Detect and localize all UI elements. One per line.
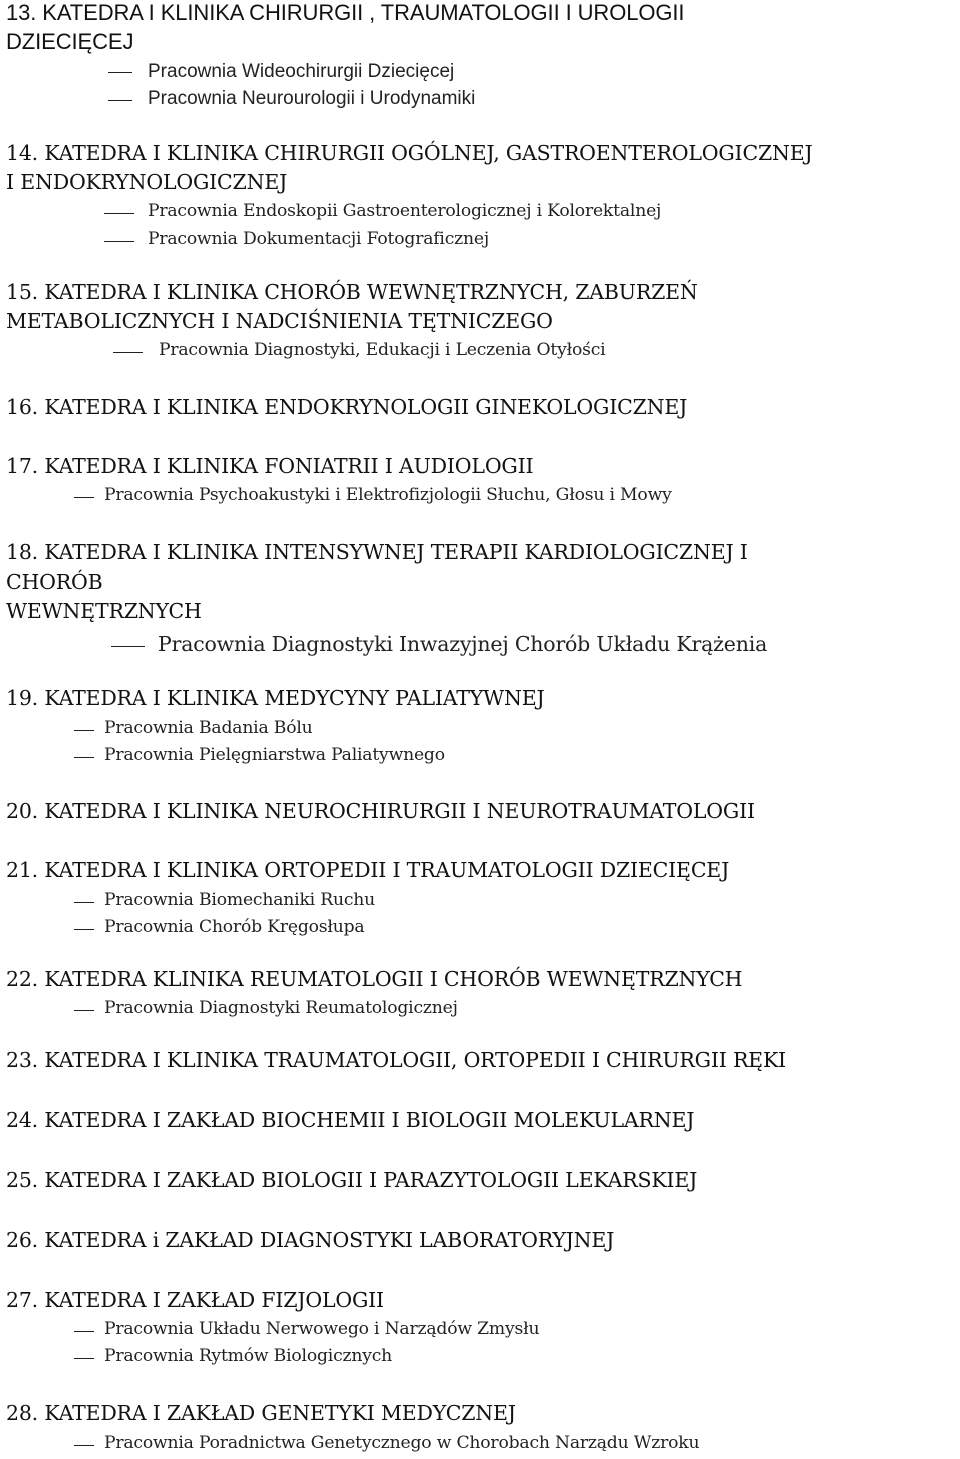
list-item: Pracownia Poradnictwa Genetycznego w Chorobach Narządu Wzroku xyxy=(104,1433,700,1453)
section-heading-18: 18. KATEDRA I KLINIKA INTENSYWNEJ TERAPII KARDIOLOGICZNEJ I xyxy=(6,540,748,564)
section-heading-24: 24. KATEDRA I ZAKŁAD BIOCHEMII I BIOLOGII MOLEKULARNEJ xyxy=(6,1108,695,1132)
list-item: Pracownia Badania Bólu xyxy=(104,718,313,738)
section-heading-26: 26. KATEDRA i ZAKŁAD DIAGNOSTYKI LABORATORYJNEJ xyxy=(6,1228,615,1252)
list-item: Pracownia Pielęgniarstwa Paliatywnego xyxy=(104,745,445,765)
list-item: Pracownia Endoskopii Gastroenterologicznej i Kolorektalnej xyxy=(148,201,662,221)
list-dash xyxy=(74,1445,94,1446)
list-dash xyxy=(104,213,134,214)
list-item: Pracownia Wideochirurgii Dziecięcej xyxy=(148,61,455,82)
section-heading-13-cont: DZIECIĘCEJ xyxy=(6,29,134,54)
section-heading-21: 21. KATEDRA I KLINIKA ORTOPEDII I TRAUMATOLOGII DZIECIĘCEJ xyxy=(6,858,730,882)
list-dash xyxy=(74,902,94,903)
list-dash xyxy=(74,1331,94,1332)
list-item: Pracownia Diagnostyki Inwazyjnej Chorób Układu Krążenia xyxy=(158,632,768,656)
list-item: Pracownia Układu Nerwowego i Narządów Zmysłu xyxy=(104,1319,540,1339)
section-heading-18-cont2: WEWNĘTRZNYCH xyxy=(6,599,202,623)
section-heading-28: 28. KATEDRA I ZAKŁAD GENETYKI MEDYCZNEJ xyxy=(6,1401,516,1425)
section-heading-16: 16. KATEDRA I KLINIKA ENDOKRYNOLOGII GINEKOLOGICZNEJ xyxy=(6,395,688,419)
list-item: Pracownia Rytmów Biologicznych xyxy=(104,1346,393,1366)
section-heading-18-cont: CHORÓB xyxy=(6,570,103,594)
list-dash xyxy=(74,757,94,758)
list-dash xyxy=(108,72,132,73)
list-item: Pracownia Chorób Kręgosłupa xyxy=(104,917,365,937)
section-heading-22: 22. KATEDRA KLINIKA REUMATOLOGII I CHORÓB WEWNĘTRZNYCH xyxy=(6,967,743,991)
section-heading-20: 20. KATEDRA I KLINIKA NEUROCHIRURGII I NEUROTRAUMATOLOGII xyxy=(6,799,755,823)
list-dash xyxy=(74,1010,94,1011)
section-heading-23: 23. KATEDRA I KLINIKA TRAUMATOLOGII, ORTOPEDII I CHIRURGII RĘKI xyxy=(6,1048,786,1072)
list-dash xyxy=(74,1358,94,1359)
list-dash xyxy=(104,241,134,242)
list-dash xyxy=(108,100,132,101)
list-item: Pracownia Psychoakustyki i Elektrofizjologii Słuchu, Głosu i Mowy xyxy=(104,485,672,505)
section-heading-15-cont: METABOLICZNYCH I NADCIŚNIENIA TĘTNICZEGO xyxy=(6,309,553,333)
section-heading-14: 14. KATEDRA I KLINIKA CHIRURGII OGÓLNEJ, GASTROENTEROLOGICZNEJ xyxy=(6,141,813,165)
section-heading-27: 27. KATEDRA I ZAKŁAD FIZJOLOGII xyxy=(6,1288,384,1312)
section-heading-13: 13. KATEDRA I KLINIKA CHIRURGII , TRAUMATOLOGII I UROLOGII xyxy=(6,0,685,25)
section-heading-14-cont: I ENDOKRYNOLOGICZNEJ xyxy=(6,170,288,194)
list-dash xyxy=(111,646,145,647)
section-heading-15: 15. KATEDRA I KLINIKA CHORÓB WEWNĘTRZNYCH, ZABURZEŃ xyxy=(6,280,698,304)
list-item: Pracownia Dokumentacji Fotograficznej xyxy=(148,229,489,249)
list-item: Pracownia Biomechaniki Ruchu xyxy=(104,890,375,910)
list-dash xyxy=(74,497,94,498)
section-heading-19: 19. KATEDRA I KLINIKA MEDYCYNY PALIATYWNEJ xyxy=(6,686,545,710)
list-dash xyxy=(113,352,143,353)
list-dash xyxy=(74,929,94,930)
section-heading-25: 25. KATEDRA I ZAKŁAD BIOLOGII I PARAZYTOLOGII LEKARSKIEJ xyxy=(6,1168,698,1192)
list-item: Pracownia Neurourologii i Urodynamiki xyxy=(148,88,476,109)
list-dash xyxy=(74,730,94,731)
section-heading-17: 17. KATEDRA I KLINIKA FONIATRII I AUDIOLOGII xyxy=(6,454,534,478)
list-item: Pracownia Diagnostyki Reumatologicznej xyxy=(104,998,458,1018)
list-item: Pracownia Diagnostyki, Edukacji i Leczenia Otyłości xyxy=(159,340,606,360)
